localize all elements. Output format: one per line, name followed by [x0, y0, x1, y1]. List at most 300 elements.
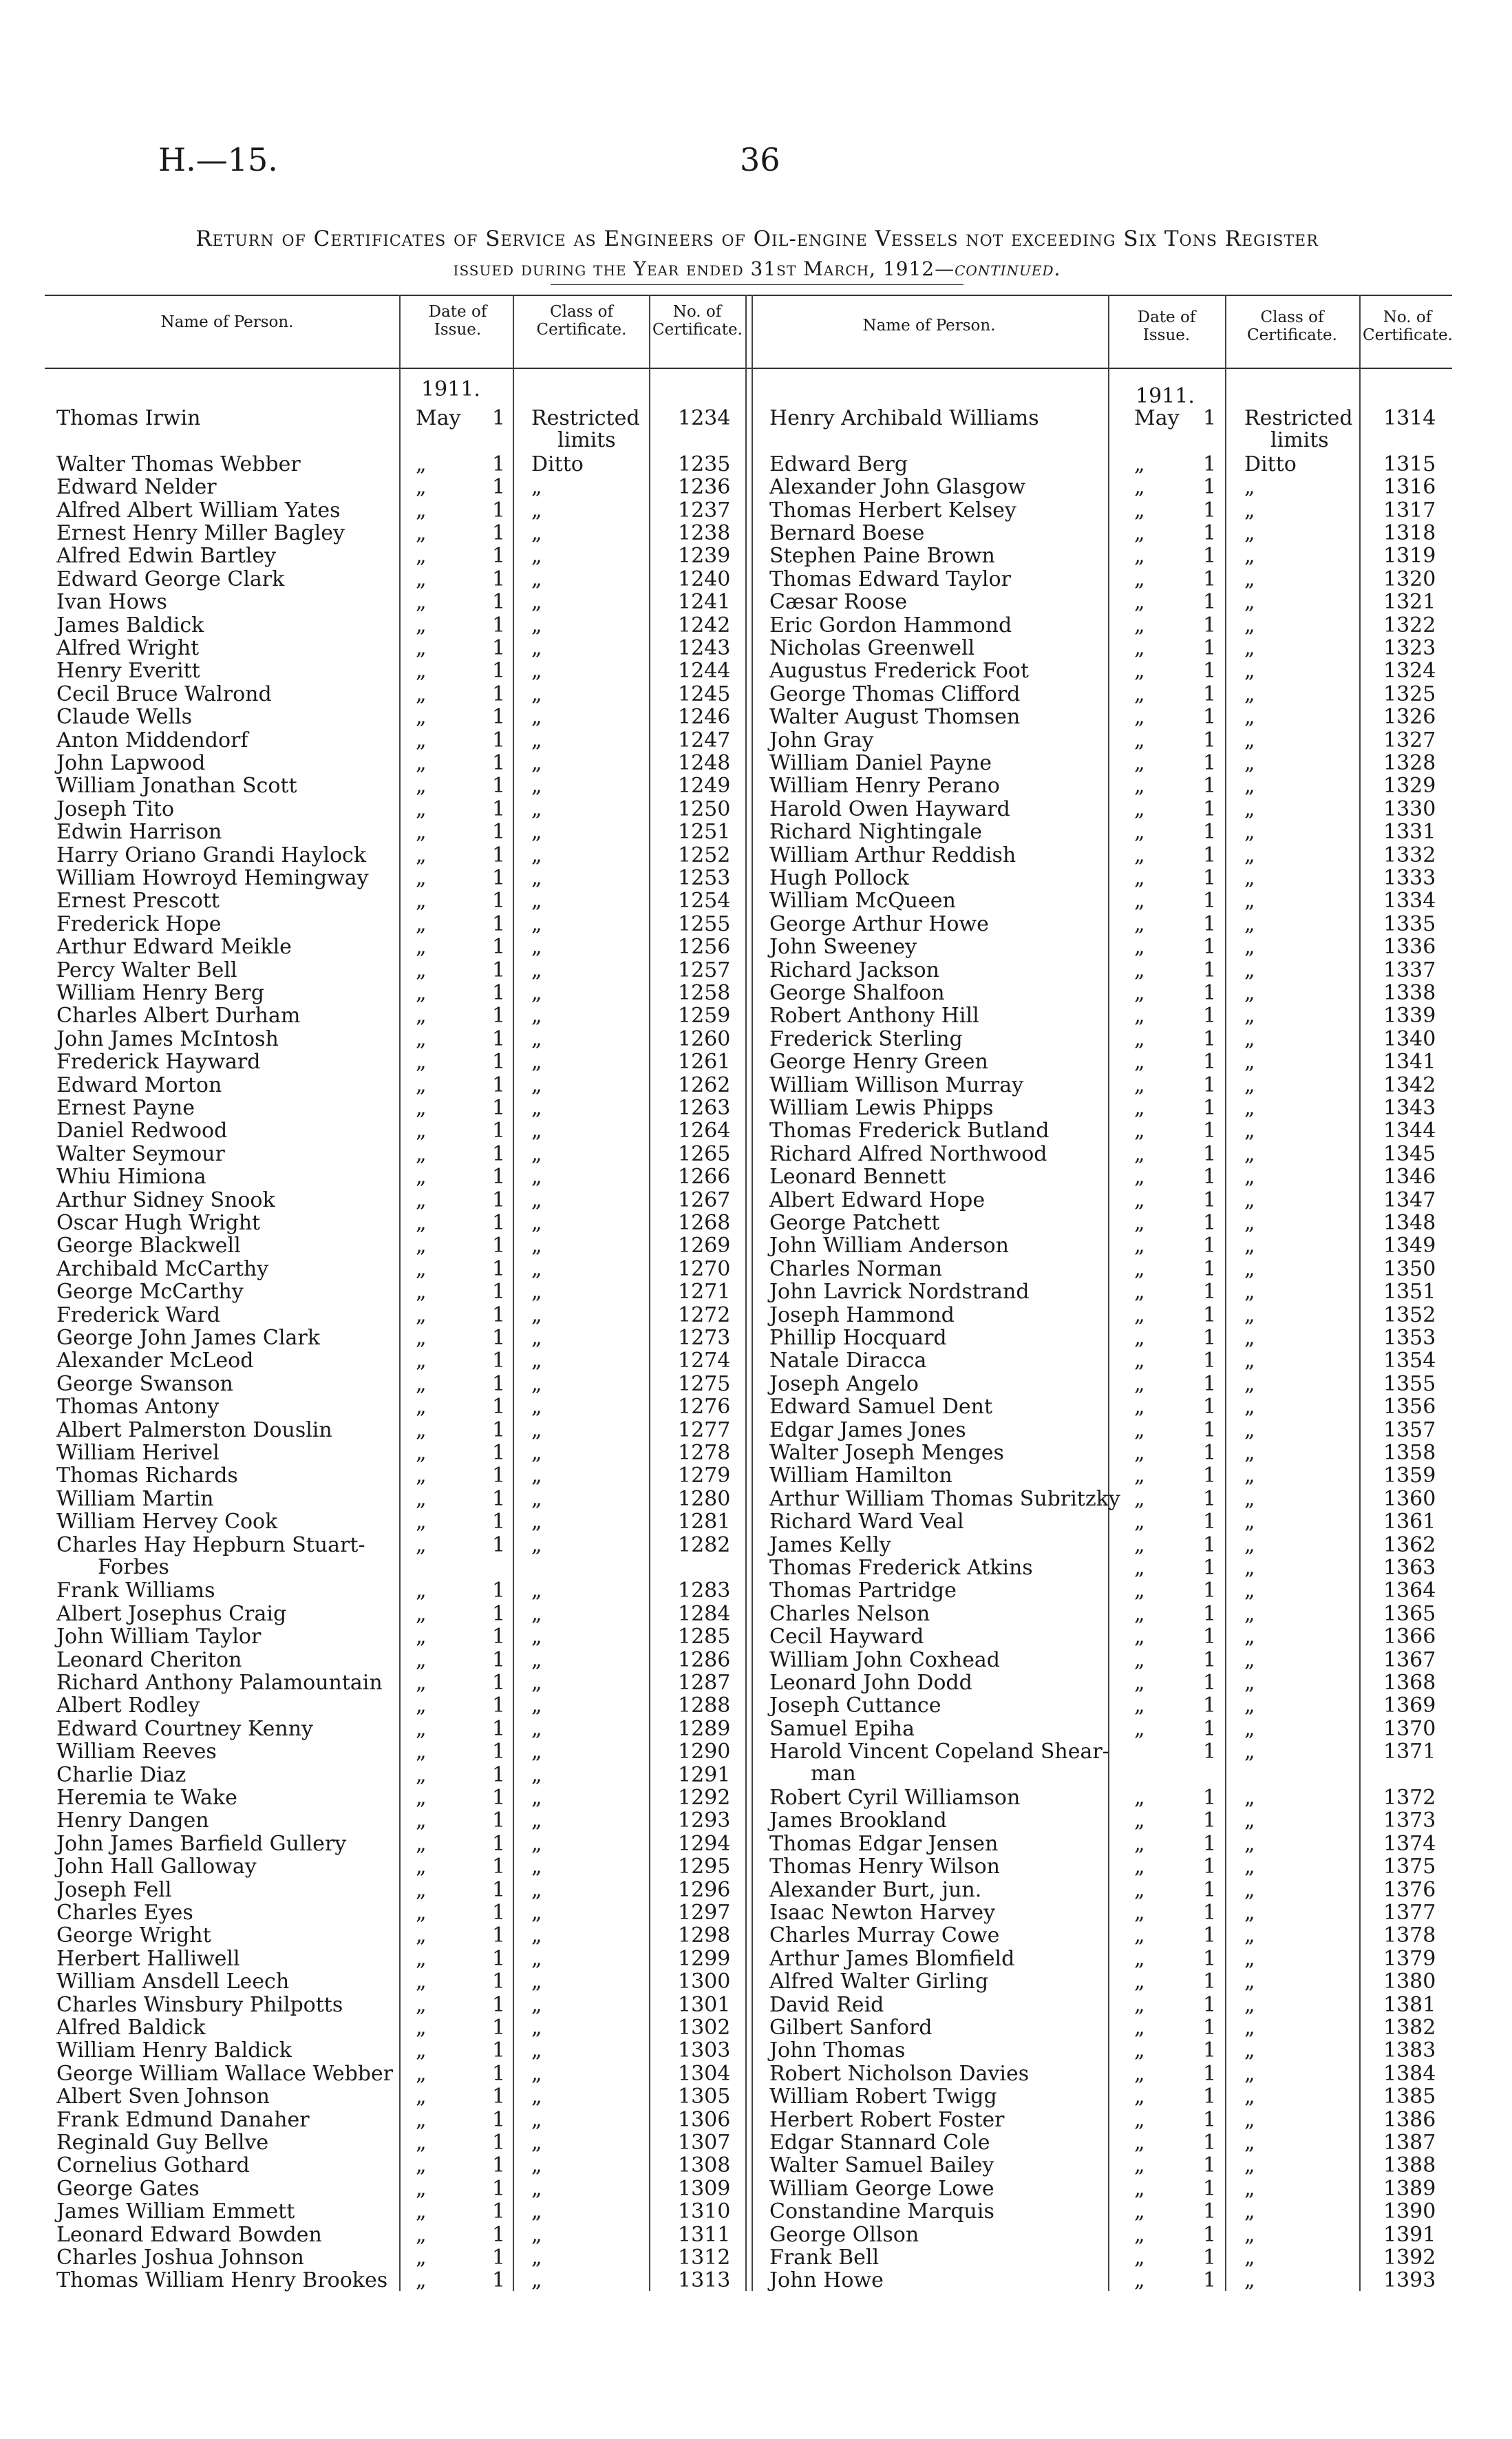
person-name: Albert Josephus Craig: [56, 1601, 287, 1626]
certificate-number: 1236: [678, 475, 731, 500]
person-name: Walter Seymour: [56, 1141, 225, 1166]
person-name: Cecil Bruce Walrond: [56, 682, 272, 706]
issue-day: 1: [1203, 1234, 1217, 1258]
issue-day: 1: [492, 406, 506, 430]
certificate-class: „: [1244, 475, 1255, 500]
issue-day: 1: [1203, 1280, 1217, 1305]
certificate-class: „: [1244, 2061, 1255, 2086]
certificate-class: „: [1244, 705, 1255, 730]
table-row: [56, 1234, 745, 1257]
issue-day: 1: [1203, 659, 1217, 684]
issue-day: 1: [1203, 1256, 1217, 1281]
person-name: James Kelly: [769, 1532, 891, 1557]
issue-day: 1: [1203, 1532, 1217, 1557]
issue-month: „: [416, 796, 427, 821]
table-row: [56, 1004, 745, 1027]
person-name: Robert Cyril Williamson: [769, 1786, 1021, 1810]
issue-month: „: [1134, 1532, 1145, 1557]
issue-month: „: [416, 1647, 427, 1672]
table-row: [769, 2246, 1458, 2269]
table-row: [769, 452, 1458, 476]
certificate-number: 1326: [1383, 705, 1436, 730]
certificate-number: 1391: [1383, 2222, 1436, 2247]
person-name: William Hamilton: [769, 1464, 952, 1488]
title-line-2: [48, 254, 1466, 284]
person-name: Claude Wells: [56, 705, 192, 730]
issue-day: 1: [492, 1601, 506, 1626]
issue-day: 1: [1203, 1510, 1217, 1534]
certificate-number: 1348: [1383, 1211, 1436, 1235]
certificate-number: 1265: [678, 1141, 731, 1166]
table-row: [56, 728, 745, 752]
certificate-number: 1268: [678, 1211, 731, 1235]
certificate-number: 1253: [678, 866, 731, 890]
certificate-number: 1323: [1383, 636, 1436, 660]
issue-day: 1: [1203, 1096, 1217, 1120]
certificate-class: „: [1244, 1349, 1255, 1373]
certificate-class: „: [1244, 1946, 1255, 1971]
certificate-number: 1370: [1383, 1716, 1436, 1741]
certificate-number: 1365: [1383, 1601, 1436, 1626]
person-name: Joseph Cuttance: [769, 1693, 941, 1718]
certificate-number: 1340: [1383, 1026, 1436, 1051]
table-row: [769, 1717, 1458, 1740]
issue-month: „: [1134, 1302, 1145, 1327]
table-row: [56, 544, 745, 567]
person-name: Richard Jackson: [769, 958, 939, 982]
person-name: William Ansdell Leech: [56, 1970, 290, 1994]
issue-day: 1: [492, 1187, 506, 1212]
issue-day: 1: [1203, 1371, 1217, 1396]
certificate-number: 1251: [678, 820, 731, 845]
certificate-class: „: [1244, 498, 1255, 522]
certificate-class: „: [531, 544, 542, 569]
issue-month: „: [416, 2107, 427, 2132]
person-name: George Shalfoon: [769, 981, 945, 1005]
table-row: [769, 2084, 1458, 2108]
issue-day: 1: [492, 1855, 506, 1879]
table-row: [56, 1487, 745, 1510]
issue-day: 1: [1203, 1556, 1217, 1580]
person-name: John James Barfield Gullery: [56, 1831, 347, 1856]
issue-month: „: [1134, 1510, 1145, 1534]
issue-month: „: [416, 1625, 427, 1649]
table-row: [769, 1808, 1458, 1832]
certificate-class: „: [1244, 1141, 1255, 1166]
certificate-number: 1283: [678, 1579, 731, 1603]
certificate-number: 1377: [1383, 1901, 1436, 1925]
table-row: [769, 1073, 1458, 1097]
person-name: George Patchett: [769, 1211, 940, 1235]
issue-month: „: [1134, 1647, 1145, 1672]
issue-day: 1: [1203, 1716, 1217, 1741]
certificate-class: „: [531, 1923, 542, 1948]
certificate-class: „: [1244, 659, 1255, 684]
person-name: John Lavrick Nordstrand: [769, 1280, 1030, 1305]
certificate-class: Ditto: [531, 452, 584, 476]
issue-day: 1: [1203, 1417, 1217, 1442]
table-row: [56, 1970, 745, 1993]
issue-month: „: [416, 958, 427, 982]
table-row: [56, 1947, 745, 1970]
certificate-number: 1284: [678, 1601, 731, 1626]
issue-month: „: [1134, 636, 1145, 660]
person-name: William Henry Berg: [56, 981, 264, 1005]
certificate-number: 1361: [1383, 1510, 1436, 1534]
table-row: [56, 1395, 745, 1418]
certificate-number: 1331: [1383, 820, 1436, 845]
person-name: Phillip Hocquard: [769, 1326, 947, 1350]
issue-day: 1: [492, 2246, 506, 2270]
table-row: [769, 406, 1458, 452]
issue-month: „: [1134, 1441, 1145, 1465]
issue-month: „: [416, 1786, 427, 1810]
certificate-number: 1332: [1383, 843, 1436, 867]
certificate-number: 1349: [1383, 1234, 1436, 1258]
certificate-number: 1257: [678, 958, 731, 982]
certificate-number: 1292: [678, 1786, 731, 1810]
person-name: Richard Nightingale: [769, 820, 983, 845]
certificate-number: 1306: [678, 2107, 731, 2132]
certificate-class: „: [1244, 935, 1255, 960]
certificate-number: 1388: [1383, 2153, 1436, 2178]
table-row: [56, 2016, 745, 2039]
table-row: [769, 1625, 1458, 1648]
issue-day: 1: [1203, 498, 1217, 522]
issue-day: 1: [1203, 1395, 1217, 1419]
issue-day: 1: [1203, 751, 1217, 775]
issue-day: 1: [492, 521, 506, 545]
issue-day: 1: [492, 843, 506, 867]
certificate-class: „: [531, 728, 542, 752]
table-row: [769, 2199, 1458, 2223]
certificate-number: 1314: [1383, 406, 1436, 430]
col-separator: [745, 295, 747, 2291]
table-row: [56, 1211, 745, 1234]
certificate-class: „: [1244, 1831, 1255, 1856]
certificate-class: „: [1244, 1992, 1255, 2017]
table-row: [56, 1303, 745, 1327]
certificate-class: „: [531, 1234, 542, 1258]
issue-day: 1: [492, 705, 506, 730]
person-name: Arthur Sidney Snook: [56, 1187, 275, 1212]
issue-day: 1: [1203, 2199, 1217, 2224]
issue-day: 1: [1203, 1808, 1217, 1833]
issue-day: 1: [492, 1532, 506, 1557]
issue-month: „: [1134, 2084, 1145, 2109]
certificate-class: „: [531, 613, 542, 637]
issue-day: 1: [1203, 958, 1217, 982]
certificate-number: 1250: [678, 796, 731, 821]
issue-day: 1: [1203, 1831, 1217, 1856]
certificate-class: „: [1244, 1486, 1255, 1511]
issue-month: „: [1134, 1877, 1145, 1902]
certificate-class: „: [1244, 1901, 1255, 1925]
table-row: [769, 728, 1458, 752]
person-name: George Arthur Howe: [769, 911, 989, 936]
issue-month: „: [416, 1693, 427, 1718]
certificate-number: 1295: [678, 1855, 731, 1879]
certificate-number: 1297: [678, 1901, 731, 1925]
issue-day: 1: [492, 2084, 506, 2109]
certificate-number: 1286: [678, 1647, 731, 1672]
table-row: [769, 567, 1458, 591]
issue-month: „: [1134, 2222, 1145, 2247]
issue-month: „: [1134, 1786, 1145, 1810]
certificate-number: 1387: [1383, 2131, 1436, 2155]
certificate-class: „: [531, 705, 542, 730]
person-name: Edward Berg: [769, 452, 908, 476]
table-row: [769, 682, 1458, 706]
table-row: [769, 1878, 1458, 1901]
issue-month: „: [1134, 705, 1145, 730]
person-name: Leonard Cheriton: [56, 1647, 242, 1672]
issue-month: „: [416, 1716, 427, 1741]
table-row: [56, 1740, 745, 1763]
issue-day: 1: [492, 1831, 506, 1856]
person-name: Frederick Ward: [56, 1302, 220, 1327]
certificate-class: „: [531, 1716, 542, 1741]
person-name: Harold Owen Hayward: [769, 796, 1010, 821]
person-name: Edward Samuel Dent: [769, 1395, 993, 1419]
person-name: Walter August Thomsen: [769, 705, 1021, 730]
certificate-number: 1280: [678, 1486, 731, 1511]
certificate-number: 1276: [678, 1395, 731, 1419]
person-name: William Jonathan Scott: [56, 774, 297, 799]
person-name: Alexander John Glasgow: [769, 475, 1026, 500]
issue-day: 1: [1203, 2176, 1217, 2201]
issue-month: „: [1134, 1165, 1145, 1190]
certificate-number: 1343: [1383, 1096, 1436, 1120]
table-row: [56, 590, 745, 613]
person-name: Ivan Hows: [56, 590, 167, 615]
issue-month: „: [416, 613, 427, 637]
person-name: Frank Williams: [56, 1579, 215, 1603]
person-name: Frederick Sterling: [769, 1026, 963, 1051]
certificate-number: 1246: [678, 705, 731, 730]
person-name: Thomas Herbert Kelsey: [769, 498, 1016, 522]
certificate-number: 1247: [678, 728, 731, 752]
certificate-class: „: [531, 1395, 542, 1419]
person-name: Thomas Partridge: [769, 1579, 957, 1603]
table-row: [56, 1625, 745, 1648]
issue-month: „: [416, 843, 427, 867]
certificate-number: 1308: [678, 2153, 731, 2178]
issue-day: 1: [492, 682, 506, 706]
table-row: [56, 567, 745, 591]
certificate-number: 1261: [678, 1050, 731, 1075]
certificate-number: 1356: [1383, 1395, 1436, 1419]
issue-month: „: [1134, 1026, 1145, 1051]
issue-day: 1: [492, 1464, 506, 1488]
table-row: [56, 797, 745, 821]
person-name: William George Lowe: [769, 2176, 994, 2201]
certificate-class: „: [1244, 1417, 1255, 1442]
issue-month: „: [1134, 2107, 1145, 2132]
person-name: William Lewis Phipps: [769, 1096, 994, 1120]
issue-day: 1: [1203, 2016, 1217, 2040]
issue-day: 1: [1203, 1187, 1217, 1212]
person-name: William John Coxhead: [769, 1647, 1000, 1672]
issue-day: 1: [492, 751, 506, 775]
person-name: Ernest Payne: [56, 1096, 195, 1120]
certificate-class: „: [531, 1901, 542, 1925]
issue-month: „: [1134, 843, 1145, 867]
table-row: [769, 1441, 1458, 1464]
person-name: John William Anderson: [769, 1234, 1009, 1258]
issue-month: „: [416, 659, 427, 684]
certificate-class: „: [531, 1073, 542, 1097]
issue-month: „: [416, 981, 427, 1005]
issue-month: „: [1134, 774, 1145, 799]
issue-day: 1: [1203, 981, 1217, 1005]
table-row: [769, 1602, 1458, 1625]
person-name: Thomas Frederick Butland: [769, 1119, 1050, 1143]
certificate-class: „: [1244, 1073, 1255, 1097]
table-row: [769, 613, 1458, 637]
person-name: James William Emmett: [56, 2199, 295, 2224]
certificate-class: „: [531, 475, 542, 500]
certificate-class: „: [1244, 544, 1255, 569]
certificate-number: 1363: [1383, 1556, 1436, 1580]
issue-month: „: [416, 544, 427, 569]
issue-month: „: [416, 1831, 427, 1856]
issue-month: „: [416, 2016, 427, 2040]
issue-month: „: [1134, 1371, 1145, 1396]
table-row: [769, 2062, 1458, 2085]
issue-month: „: [1134, 728, 1145, 752]
certificate-class: „: [1244, 636, 1255, 660]
issue-day: 1: [1203, 613, 1217, 637]
issue-day: 1: [492, 911, 506, 936]
issue-month: „: [416, 2038, 427, 2063]
table-row: [769, 1832, 1458, 1855]
issue-month: „: [416, 1441, 427, 1465]
certificate-class: „: [531, 1187, 542, 1212]
table-row: [769, 1142, 1458, 1165]
table-row: [769, 2016, 1458, 2039]
issue-month: „: [1134, 1326, 1145, 1350]
person-name: William Henry Perano: [769, 774, 1000, 799]
person-name: William Hervey Cook: [56, 1510, 278, 1534]
certificate-class: „: [531, 843, 542, 867]
certificate-class: „: [531, 1302, 542, 1327]
certificate-class: „: [1244, 1970, 1255, 1994]
certificate-class: „: [1244, 751, 1255, 775]
issue-day: 1: [492, 1141, 506, 1166]
issue-day: 1: [492, 1119, 506, 1143]
issue-month: „: [416, 1901, 427, 1925]
issue-day: 1: [1203, 1579, 1217, 1603]
person-name: John Howe: [769, 2268, 884, 2293]
issue-month: „: [416, 1371, 427, 1396]
issue-month: „: [1134, 1855, 1145, 1879]
issue-day: 1: [1203, 590, 1217, 615]
issue-day: 1: [492, 1096, 506, 1120]
issue-day: 1: [492, 958, 506, 982]
table-row: [56, 1878, 745, 1901]
issue-month: „: [416, 2061, 427, 2086]
certificate-number: 1242: [678, 613, 731, 637]
issue-month: „: [1134, 1579, 1145, 1603]
certificate-class: „: [531, 958, 542, 982]
table-row: [769, 590, 1458, 613]
certificate-number: 1355: [1383, 1371, 1436, 1396]
table-row: [769, 751, 1458, 774]
certificate-number: 1296: [678, 1877, 731, 1902]
issue-month: „: [1134, 1073, 1145, 1097]
certificate-number: 1300: [678, 1970, 731, 1994]
table-row: [769, 1464, 1458, 1487]
issue-month: „: [1134, 1808, 1145, 1833]
issue-month: „: [416, 751, 427, 775]
table-row: [56, 1326, 745, 1349]
issue-month: „: [1134, 820, 1145, 845]
certificate-number: 1285: [678, 1625, 731, 1649]
issue-day: 1: [492, 2107, 506, 2132]
person-name: Charles Hay Hepburn Stuart-: [56, 1532, 365, 1557]
certificate-number: 1234: [678, 406, 731, 430]
person-name: Albert Sven Johnson: [56, 2084, 270, 2109]
issue-day: 1: [492, 1211, 506, 1235]
issue-day: 1: [492, 1441, 506, 1465]
certificate-number: 1378: [1383, 1923, 1436, 1948]
person-name: Gilbert Sanford: [769, 2016, 933, 2040]
certificate-number: 1328: [1383, 751, 1436, 775]
person-name: Thomas Henry Wilson: [769, 1855, 1000, 1879]
certificate-class: „: [1244, 2268, 1255, 2293]
table-row: [769, 1303, 1458, 1327]
issue-month: „: [416, 1464, 427, 1488]
issue-month: „: [1134, 1256, 1145, 1281]
table-row: [56, 1464, 745, 1487]
certificate-class: „: [531, 1601, 542, 1626]
person-name: William Arthur Reddish: [769, 843, 1016, 867]
certificate-number: 1290: [678, 1740, 731, 1764]
certificate-class-line-2: limits: [557, 428, 616, 452]
issue-day: 1: [1203, 1740, 1217, 1764]
certificate-number: 1307: [678, 2131, 731, 2155]
table-row: [769, 866, 1458, 889]
person-name: William McQueen: [769, 889, 956, 914]
certificate-number: 1360: [1383, 1486, 1436, 1511]
certificate-number: 1317: [1383, 498, 1436, 522]
issue-month: „: [416, 2176, 427, 2201]
certificate-number: 1357: [1383, 1417, 1436, 1442]
issue-month: „: [1134, 682, 1145, 706]
person-name: Edward Nelder: [56, 475, 217, 500]
person-name: Oscar Hugh Wright: [56, 1211, 261, 1235]
certificate-number: 1379: [1383, 1946, 1436, 1971]
issue-month: „: [1134, 1716, 1145, 1741]
certificate-number: 1345: [1383, 1141, 1436, 1166]
certificate-number: 1288: [678, 1693, 731, 1718]
certificate-class: „: [1244, 1302, 1255, 1327]
issue-month: May: [1134, 406, 1180, 430]
certificate-number: 1252: [678, 843, 731, 867]
issue-day: 1: [1203, 475, 1217, 500]
person-name: Thomas Antony: [56, 1395, 220, 1419]
person-name: Stephen Paine Brown: [769, 544, 995, 569]
table-row: [769, 2177, 1458, 2200]
certificate-number: 1320: [1383, 567, 1436, 591]
issue-month: „: [416, 1004, 427, 1028]
certificate-class: „: [1244, 1808, 1255, 1833]
issue-month: „: [416, 1510, 427, 1534]
title-underline: [551, 284, 963, 285]
issue-month: „: [1134, 1831, 1145, 1856]
certificate-number: 1335: [1383, 911, 1436, 936]
